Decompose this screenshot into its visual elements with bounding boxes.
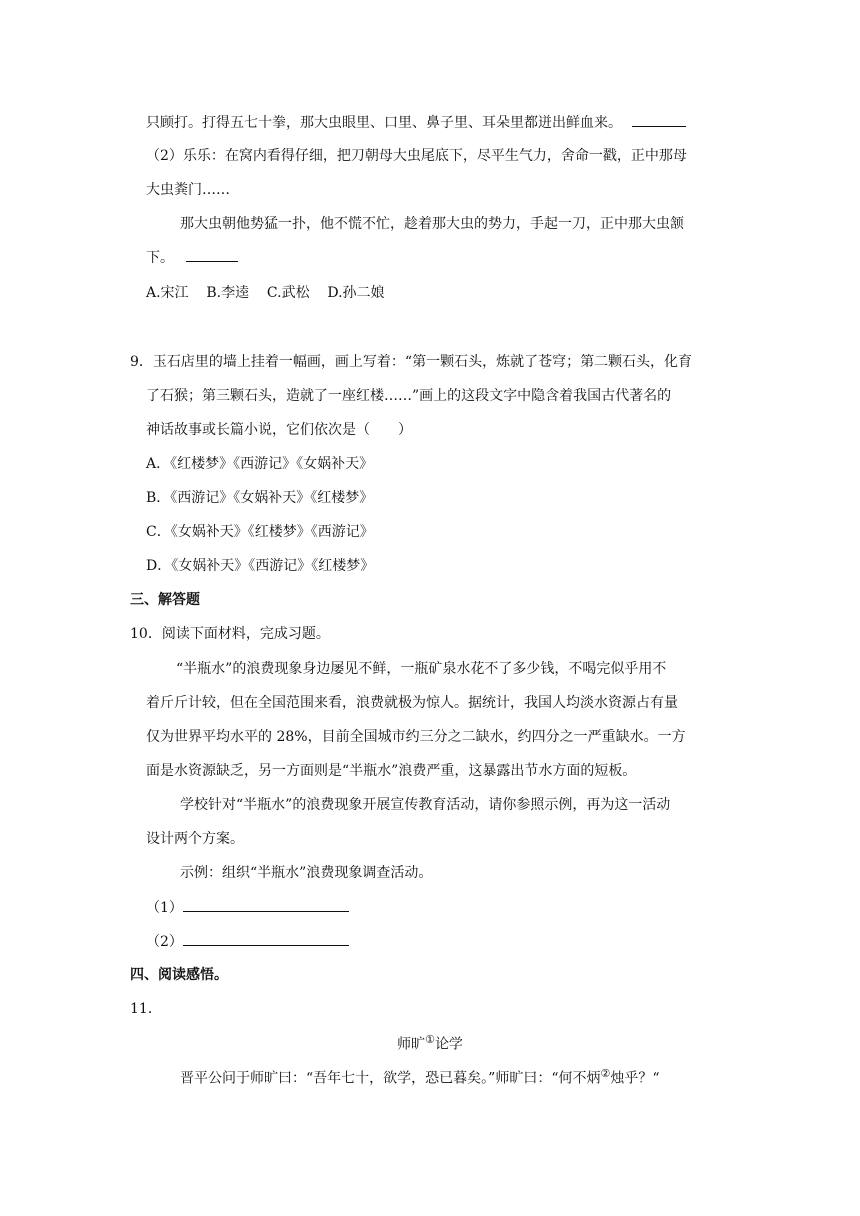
passage-title xyxy=(0,1030,860,1055)
option-c[interactable]: C．《女娲补天》《红楼梦》《西游记》 xyxy=(146,524,374,540)
text-line: 学校针对“半瓶水”的浪费现象开展宣传教育活动，请你参照示例，再为这一活动 xyxy=(180,797,671,813)
passage-line xyxy=(180,1064,660,1089)
text: 晋平公问于师旷曰：“吾年七十，欲学，恐已暮矣。”师旷曰：“何不炳 xyxy=(180,1070,601,1087)
question-stem: 9．玉石店里的墙上挂着一幅画，画上写着：“第一颗石头，炼就了苍穹；第二颗石头，化育 xyxy=(130,354,693,370)
answer-blank[interactable] xyxy=(183,897,349,912)
example-text: 示例：组织“半瓶水”浪费现象调查活动。 xyxy=(180,865,433,881)
text-line: 面是水资源缺乏，另一方面则是“半瓶水”浪费严重，这暴露出节水方面的短板。 xyxy=(146,763,637,779)
option-b[interactable]: B．《西游记》《女娲补天》《红楼梦》 xyxy=(146,490,374,506)
text-line: 神话故事或长篇小说，它们依次是（ ） xyxy=(146,422,412,438)
text-line: 设计两个方案。 xyxy=(146,831,244,847)
footnote-marker: ① xyxy=(425,1033,435,1046)
text-line: 仅为世界平均水平的 28%，目前全国城市约三分之二缺水，约四分之一严重缺水。一方 xyxy=(146,729,686,745)
option-a[interactable]: A．《红楼梦》《西游记》《女娲补天》 xyxy=(146,456,374,472)
question-number: 11． xyxy=(130,1001,162,1017)
text-line: 了石猴；第三颗石头，造就了一座红楼……”画上的这段文字中隐含着我国古代著名的 xyxy=(146,388,672,404)
answer-line-2 xyxy=(146,931,349,952)
text: （2） xyxy=(146,934,183,950)
footnote-marker: ② xyxy=(600,1067,611,1080)
answer-blank[interactable] xyxy=(632,112,686,127)
text-line: 那大虫朝他势猛一扑，他不慌不忙，趁着那大虫的势力，手起一刀，正中那大虫颔 xyxy=(180,216,684,232)
section-heading: 三、解答题 xyxy=(130,592,200,608)
text: 只顾打。打得五七十拳，那大虫眼里、口里、鼻子里、耳朵里都迸出鲜血来。 xyxy=(146,115,622,131)
question-stem: 10．阅读下面材料，完成习题。 xyxy=(130,626,330,642)
answer-blank[interactable] xyxy=(186,247,238,262)
text: 师旷 xyxy=(397,1036,426,1053)
text-line: “半瓶水”的浪费现象身边屡见不鲜，一瓶矿泉水花不了多少钱，不喝完似乎用不 xyxy=(176,661,667,677)
text: 烛乎？“ xyxy=(610,1070,660,1087)
text-line: 大虫粪门…… xyxy=(146,182,230,198)
text-line: 着斤斤计较，但在全国范围来看，浪费就极为惊人。据统计，我国人均淡水资源占有量 xyxy=(146,695,678,711)
text: 下。 xyxy=(146,250,174,266)
answer-blank[interactable] xyxy=(183,931,349,946)
text-line xyxy=(146,247,238,268)
answer-line-1 xyxy=(146,897,349,918)
text-line: （2）乐乐：在窝内看得仔细，把刀朝母大虫尾底下，尽平生气力，舍命一戳，正中那母 xyxy=(146,148,687,164)
section-heading: 四、阅读感悟。 xyxy=(130,967,228,983)
option-d[interactable]: D．《女娲补天》《西游记》《红楼梦》 xyxy=(146,558,375,574)
answer-options: A.宋江 B.李逵 C.武松 D.孙二娘 xyxy=(146,285,385,301)
text: 论学 xyxy=(434,1036,463,1053)
text-line xyxy=(146,112,686,133)
text: （1） xyxy=(146,900,183,916)
